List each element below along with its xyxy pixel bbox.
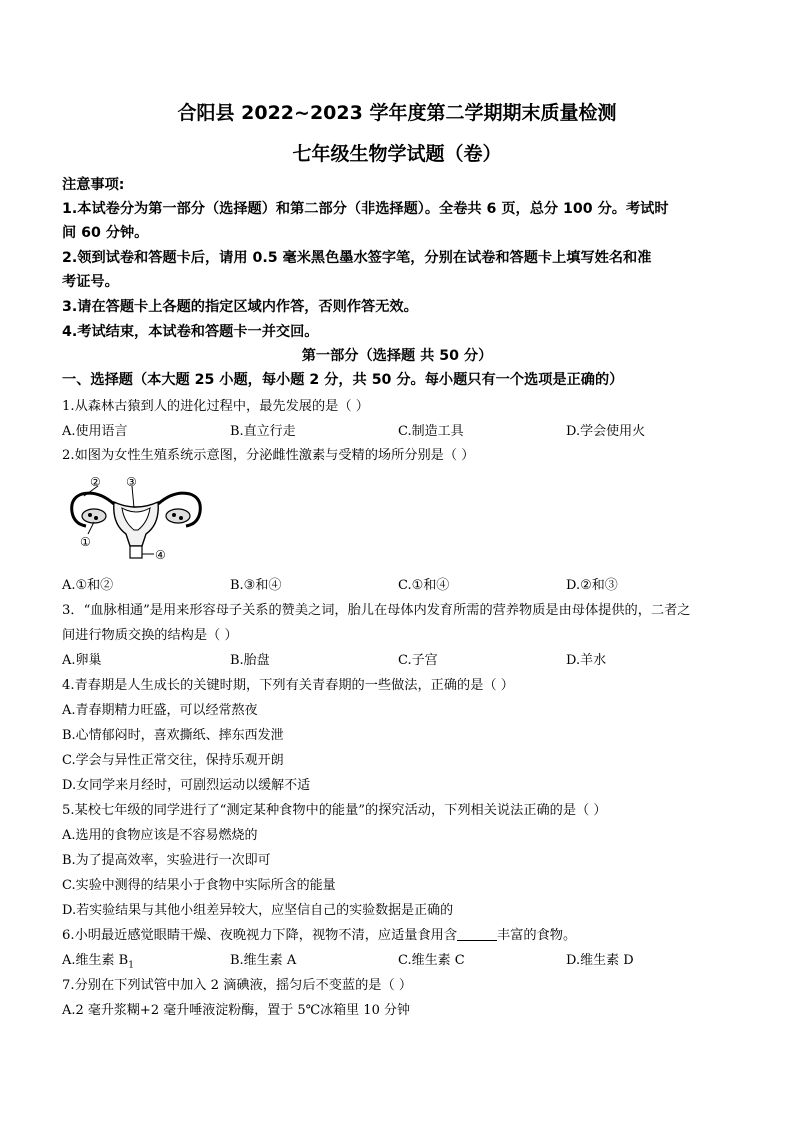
question-7-stem: 7.分别在下列试管中加入 2 滴碘液，摇匀后不变蓝的是（ ） (62, 978, 413, 993)
q2-option-b[interactable]: B.③和④ (230, 578, 282, 593)
vagina-shape (130, 546, 142, 558)
question-6-stem-a: 6.小明最近感觉眼睛干燥、夜晚视力下降，视物不清，应适量食用含 (62, 928, 458, 943)
exam-title: 合阳县 2022~2023 学年度第二学期期末质量检测 (177, 102, 617, 124)
q1-option-c[interactable]: C.制造工具 (398, 424, 464, 439)
notes-heading: 注意事项: (62, 177, 125, 193)
q6-option-a-subscript: 1 (128, 960, 134, 971)
note-2a: 2.领到试卷和答题卡后，请用 0.5 毫米黑色墨水签字笔，分别在试卷和答题卡上填写姓名和准 (62, 250, 652, 266)
q1-option-b[interactable]: B.直立行走 (230, 424, 296, 439)
q1-option-d[interactable]: D.学会使用火 (566, 424, 646, 439)
question-6-stem (62, 926, 742, 946)
question-6-stem-b: 丰富的食物。 (497, 928, 577, 943)
question-5-stem: 5.某校七年级的同学进行了“测定某种食物中的能量”的探究活动，下列相关说法正确的是（ ） (62, 803, 607, 818)
q6-option-a-label: A.维生素 B (62, 953, 129, 968)
exam-subtitle: 七年级生物学试题（卷） (292, 143, 502, 165)
q3-option-d[interactable]: D.羊水 (566, 653, 607, 668)
q2-option-a[interactable]: A.①和② (62, 578, 114, 593)
section-heading: 一、选择题（本大题 25 小题，每小题 2 分，共 50 分。每小题只有一个选项是正确的） (62, 372, 624, 388)
q6-option-c[interactable]: C.维生素 C (398, 953, 465, 968)
question-3-stem-b: 间进行物质交换的结构是（ ） (62, 628, 238, 643)
q3-option-a[interactable]: A.卵巢 (62, 653, 102, 668)
reproductive-diagram-svg (62, 472, 210, 568)
question-3-stem-a: 3．“血脉相通”是用来形容母子关系的赞美之词，胎儿在母体内发育所需的营养物质是由母体提供的，二者之 (62, 603, 691, 618)
q5-option-b[interactable]: B.为了提高效率，实验进行一次即可 (62, 853, 271, 868)
q3-option-c[interactable]: C.子宫 (398, 653, 438, 668)
q5-option-c[interactable]: C.实验中测得的结果小于食物中实际所含的能量 (62, 878, 336, 893)
answer-blank[interactable] (457, 926, 497, 941)
q4-option-a[interactable]: A.青春期精力旺盛，可以经常熬夜 (62, 703, 258, 718)
note-1b: 间 60 分钟。 (62, 225, 149, 241)
right-ovary (166, 509, 190, 523)
q7-option-a[interactable]: A.2 毫升浆糊+2 毫升唾液淀粉酶，置于 5℃冰箱里 10 分钟 (62, 1003, 410, 1018)
q3-option-b[interactable]: B.胎盘 (230, 653, 270, 668)
left-ovary (82, 509, 106, 523)
part1-heading: 第一部分（选择题 共 50 分） (301, 348, 493, 364)
q1-option-a[interactable]: A.使用语言 (62, 424, 128, 439)
q6-option-b[interactable]: B.维生素 A (230, 953, 297, 968)
q4-option-b[interactable]: B.心情郁闷时，喜欢撕纸、摔东西发泄 (62, 728, 284, 743)
label-3: ③ (126, 475, 137, 489)
note-2b: 考证号。 (62, 274, 119, 290)
question-4-stem: 4.青春期是人生成长的关键时期，下列有关青春期的一些做法，正确的是（ ） (62, 678, 514, 693)
q4-option-d[interactable]: D.女同学来月经时，可剧烈运动以缓解不适 (62, 778, 311, 793)
q2-option-d[interactable]: D.②和③ (566, 578, 618, 593)
question-1-stem: 1.从森林古猿到人的进化过程中，最先发展的是（ ） (62, 399, 369, 414)
q5-option-a[interactable]: A.选用的食物应该是不容易燃烧的 (62, 828, 258, 843)
q6-option-a[interactable] (62, 951, 134, 976)
q5-option-d[interactable]: D.若实验结果与其他小组差异较大，应坚信自己的实验数据是正确的 (62, 903, 454, 918)
label-4: ④ (155, 548, 166, 562)
note-3: 3.请在答题卡上各题的指定区域内作答，否则作答无效。 (62, 299, 418, 315)
question-2-stem: 2.如图为女性生殖系统示意图，分泌雌性激素与受精的场所分别是（ ） (62, 448, 475, 463)
q2-option-c[interactable]: C.①和④ (398, 578, 450, 593)
q4-option-c[interactable]: C.学会与异性正常交往，保持乐观开朗 (62, 753, 284, 768)
q6-option-d[interactable]: D.维生素 D (566, 953, 634, 968)
label-2: ② (90, 475, 101, 489)
female-reproductive-system-diagram (62, 472, 210, 568)
label-1: ① (80, 535, 91, 549)
note-1a: 1.本试卷分为第一部分（选择题）和第二部分（非选择题）。全卷共 6 页，总分 100 分。考试时 (62, 201, 669, 217)
note-4: 4.考试结束，本试卷和答题卡一并交回。 (62, 324, 319, 340)
